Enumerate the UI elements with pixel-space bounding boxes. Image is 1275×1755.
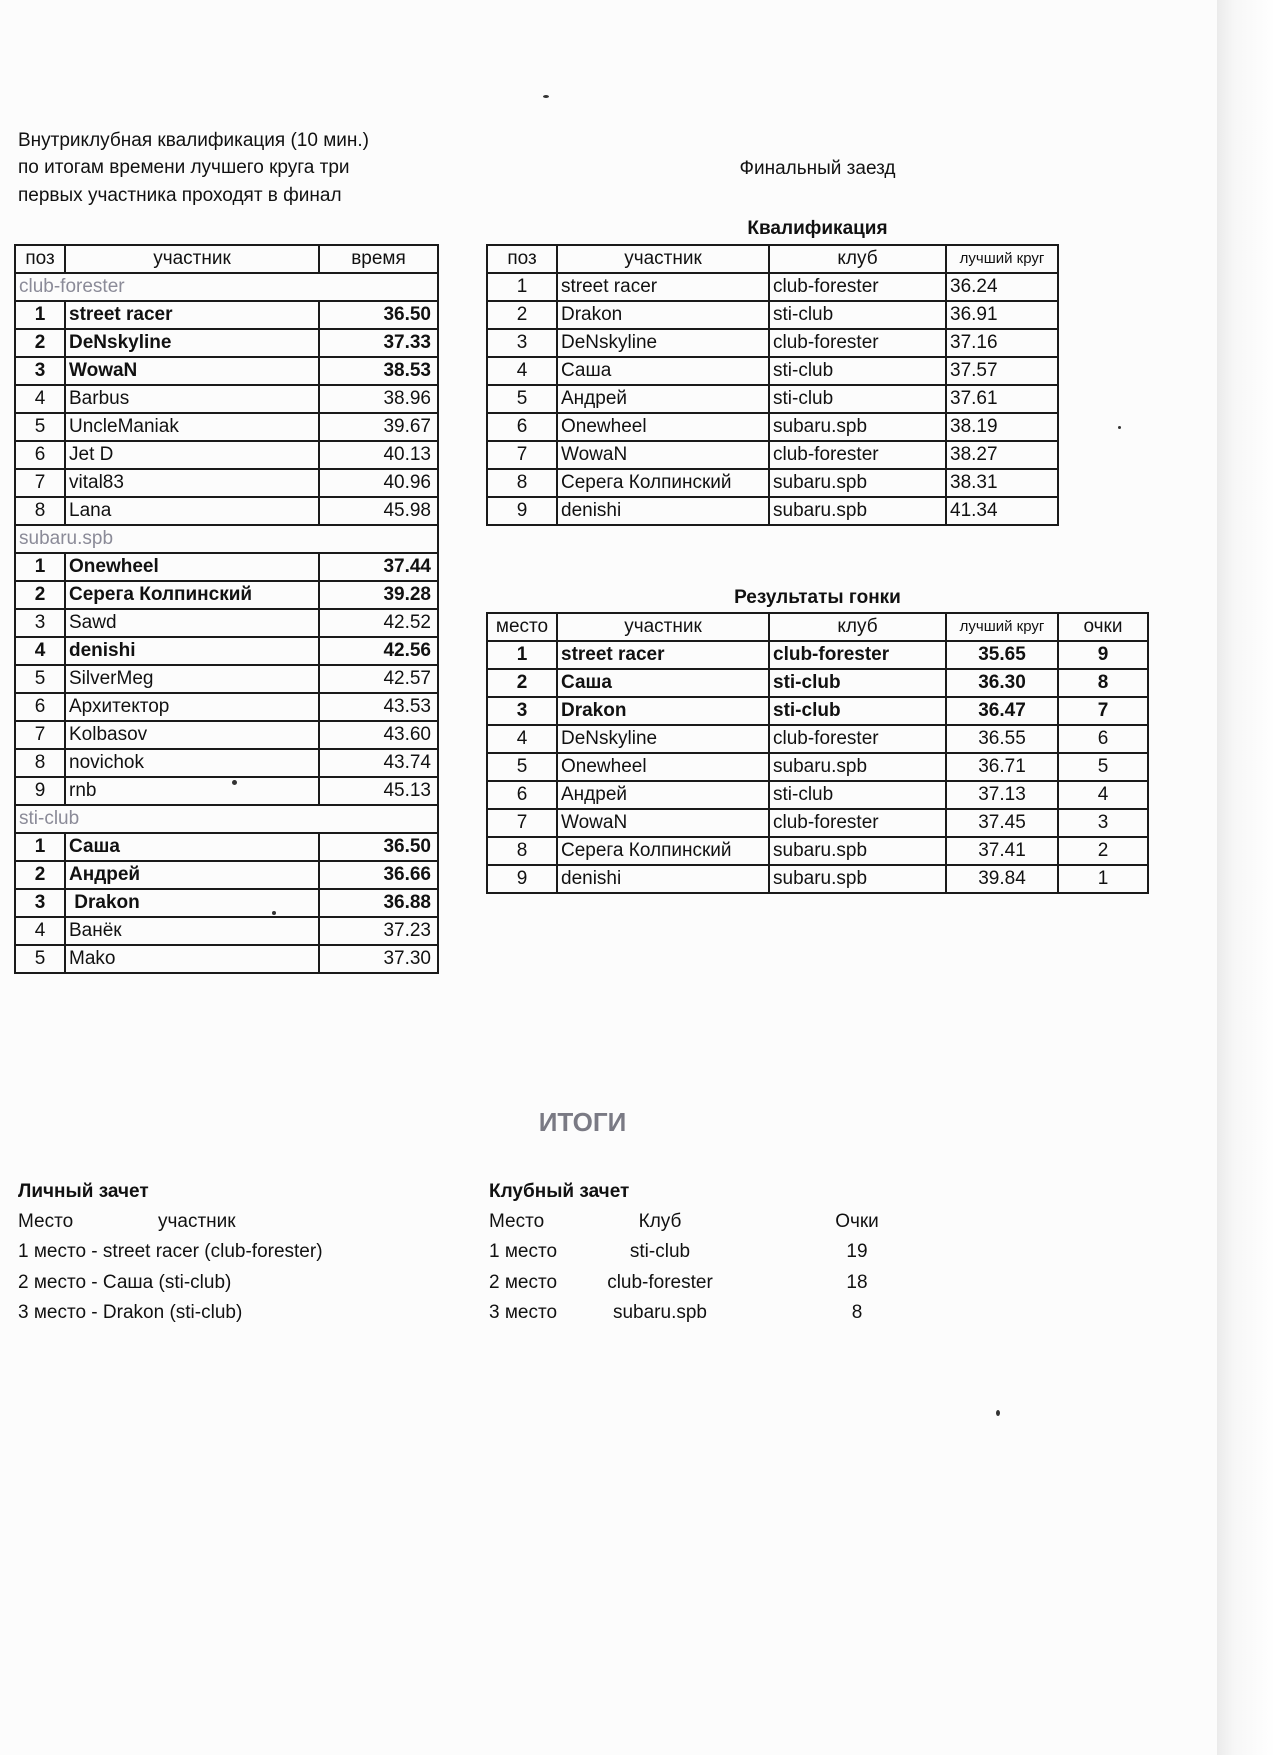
time-cell: 40.96 — [319, 469, 438, 497]
best-lap-cell: 37.41 — [946, 837, 1058, 865]
scan-speck — [272, 911, 276, 915]
participant-cell: SilverMeg — [65, 665, 319, 693]
club-cell: club-forester — [769, 725, 946, 753]
position-cell: 8 — [15, 749, 65, 777]
position-cell: 2 — [15, 861, 65, 889]
table-row — [487, 329, 1058, 357]
header-club: клуб — [769, 245, 946, 273]
points-cell: 9 — [1058, 641, 1148, 669]
table-row — [15, 637, 438, 665]
position-cell: 7 — [15, 469, 65, 497]
best-lap-cell: 37.57 — [946, 357, 1058, 385]
time-cell: 37.23 — [319, 917, 438, 945]
table-row — [487, 469, 1058, 497]
club-standing-place: 1 место — [489, 1241, 558, 1262]
participant-cell: Onewheel — [65, 553, 319, 581]
intro-line-2: по итогам времени лучшего круга три — [18, 157, 350, 178]
header-pos: поз — [15, 245, 65, 273]
participant-cell: Sawd — [65, 609, 319, 637]
points-cell: 2 — [1058, 837, 1148, 865]
scan-speck — [232, 780, 237, 785]
club-cell: club-forester — [769, 273, 946, 301]
club-standing-club: subaru.spb — [612, 1302, 707, 1323]
table-row — [487, 725, 1148, 753]
participant-cell: WowaN — [65, 357, 319, 385]
club-cell: subaru.spb — [769, 865, 946, 893]
best-lap-cell: 36.91 — [946, 301, 1058, 329]
position-cell: 1 — [15, 553, 65, 581]
participant-cell: Ванёк — [65, 917, 319, 945]
participant-cell: DeNskyline — [65, 329, 319, 357]
participant-cell: denishi — [557, 865, 769, 893]
time-cell: 42.52 — [319, 609, 438, 637]
table-row — [487, 497, 1058, 525]
position-cell: 9 — [15, 777, 65, 805]
best-lap-cell: 36.47 — [946, 697, 1058, 725]
club-cell: sti-club — [769, 669, 946, 697]
scan-speck — [1118, 426, 1121, 429]
club-cell: club-forester — [769, 329, 946, 357]
table-row — [487, 697, 1148, 725]
best-lap-cell: 36.71 — [946, 753, 1058, 781]
participant-cell: Саша — [557, 669, 769, 697]
race-results-title: Результаты гонки — [734, 587, 901, 608]
position-cell: 2 — [15, 329, 65, 357]
table-row — [15, 469, 438, 497]
position-cell: 5 — [15, 945, 65, 973]
position-cell: 3 — [15, 609, 65, 637]
table-row — [487, 413, 1058, 441]
header-best-lap: лучший круг — [946, 245, 1058, 273]
participant-cell: Lana — [65, 497, 319, 525]
best-lap-cell: 41.34 — [946, 497, 1058, 525]
place-cell: 8 — [487, 837, 557, 865]
header-participant: участник — [557, 245, 769, 273]
position-cell: 8 — [487, 469, 557, 497]
participant-cell: Mako — [65, 945, 319, 973]
participant-cell: Onewheel — [557, 753, 769, 781]
participant-cell: Андрей — [557, 385, 769, 413]
position-cell: 5 — [15, 413, 65, 441]
table-row — [487, 669, 1148, 697]
club-standing-points: 8 — [851, 1302, 863, 1323]
time-cell: 36.88 — [319, 889, 438, 917]
time-cell: 37.30 — [319, 945, 438, 973]
club-cell: club-forester — [769, 441, 946, 469]
position-cell: 1 — [487, 273, 557, 301]
scan-speck — [996, 1410, 1000, 1416]
participant-cell: Серега Колпинский — [557, 469, 769, 497]
time-cell: 38.53 — [319, 357, 438, 385]
position-cell: 4 — [15, 637, 65, 665]
table-row — [487, 641, 1148, 669]
best-lap-cell: 35.65 — [946, 641, 1058, 669]
table-row — [15, 385, 438, 413]
table-row — [15, 357, 438, 385]
participant-cell: DeNskyline — [557, 329, 769, 357]
club-col-club: Клуб — [638, 1211, 682, 1232]
position-cell: 4 — [15, 385, 65, 413]
place-cell: 9 — [487, 865, 557, 893]
header-participant: участник — [65, 245, 319, 273]
time-cell: 42.56 — [319, 637, 438, 665]
club-qualification-table — [14, 244, 439, 974]
club-standing-club: club-forester — [607, 1272, 713, 1293]
table-row — [15, 693, 438, 721]
club-standings-title: Клубный зачет — [489, 1181, 630, 1202]
place-cell: 7 — [487, 809, 557, 837]
club-cell: club-forester — [769, 809, 946, 837]
best-lap-cell: 39.84 — [946, 865, 1058, 893]
best-lap-cell: 36.24 — [946, 273, 1058, 301]
points-cell: 4 — [1058, 781, 1148, 809]
position-cell: 3 — [487, 329, 557, 357]
time-cell: 37.44 — [319, 553, 438, 581]
participant-cell: Архитектор — [65, 693, 319, 721]
participant-cell: WowaN — [557, 441, 769, 469]
time-cell: 36.66 — [319, 861, 438, 889]
club-cell: subaru.spb — [769, 753, 946, 781]
position-cell: 5 — [487, 385, 557, 413]
club-standing-place: 2 место — [489, 1272, 558, 1293]
club-cell: sti-club — [769, 385, 946, 413]
club-group-row — [15, 805, 438, 833]
participant-cell: Jet D — [65, 441, 319, 469]
position-cell: 4 — [15, 917, 65, 945]
table-row — [15, 889, 438, 917]
personal-line: 1 место - street racer (club-forester) — [18, 1241, 323, 1262]
participant-cell: street racer — [65, 301, 319, 329]
table-row — [15, 945, 438, 973]
table-row — [15, 497, 438, 525]
club-cell: subaru.spb — [769, 469, 946, 497]
table-row — [487, 809, 1148, 837]
intro-line-3: первых участника проходят в финал — [18, 185, 342, 206]
table-row — [487, 837, 1148, 865]
header-pos: поз — [487, 245, 557, 273]
place-cell: 2 — [487, 669, 557, 697]
participant-cell: Barbus — [65, 385, 319, 413]
table-row — [15, 441, 438, 469]
club-standing-club: sti-club — [629, 1241, 691, 1262]
club-cell: sti-club — [769, 357, 946, 385]
time-cell: 37.33 — [319, 329, 438, 357]
best-lap-cell: 37.45 — [946, 809, 1058, 837]
table-header-row — [487, 613, 1148, 641]
time-cell: 45.13 — [319, 777, 438, 805]
table-row — [15, 609, 438, 637]
personal-standings-title: Личный зачет — [18, 1181, 149, 1202]
participant-cell: Drakon — [65, 889, 319, 917]
position-cell: 3 — [15, 357, 65, 385]
totals-title: ИТОГИ — [538, 1107, 627, 1137]
club-col-place: Место — [489, 1211, 545, 1232]
participant-cell: vital83 — [65, 469, 319, 497]
intro-line-1: Внутриклубная квалификация (10 мин.) — [18, 130, 369, 151]
position-cell: 6 — [487, 413, 557, 441]
points-cell: 7 — [1058, 697, 1148, 725]
table-row — [15, 917, 438, 945]
club-cell: sti-club — [769, 301, 946, 329]
personal-line: 2 место - Саша (sti-club) — [18, 1272, 232, 1293]
table-header-row — [487, 245, 1058, 273]
header-club: клуб — [769, 613, 946, 641]
participant-cell: WowaN — [557, 809, 769, 837]
participant-cell: Саша — [65, 833, 319, 861]
points-cell: 3 — [1058, 809, 1148, 837]
club-cell: sti-club — [769, 697, 946, 725]
club-standing-points: 19 — [846, 1241, 868, 1262]
club-group-name: club-forester — [15, 273, 438, 301]
participant-cell: Drakon — [557, 301, 769, 329]
position-cell: 9 — [487, 497, 557, 525]
race-results-table — [486, 612, 1149, 894]
time-cell: 39.28 — [319, 581, 438, 609]
header-best-lap: лучший круг — [946, 613, 1058, 641]
best-lap-cell: 38.31 — [946, 469, 1058, 497]
time-cell: 43.53 — [319, 693, 438, 721]
participant-cell: Kolbasov — [65, 721, 319, 749]
best-lap-cell: 37.61 — [946, 385, 1058, 413]
club-group-row — [15, 273, 438, 301]
best-lap-cell: 37.13 — [946, 781, 1058, 809]
personal-col-participant: участник — [158, 1211, 236, 1232]
position-cell: 6 — [15, 441, 65, 469]
final-title: Финальный заезд — [739, 158, 896, 179]
participant-cell: denishi — [557, 497, 769, 525]
personal-col-place: Место — [18, 1211, 74, 1232]
position-cell: 7 — [15, 721, 65, 749]
table-row — [15, 665, 438, 693]
table-row — [487, 865, 1148, 893]
position-cell: 3 — [15, 889, 65, 917]
participant-cell: Onewheel — [557, 413, 769, 441]
best-lap-cell: 36.30 — [946, 669, 1058, 697]
position-cell: 1 — [15, 301, 65, 329]
club-cell: subaru.spb — [769, 413, 946, 441]
table-row — [15, 749, 438, 777]
table-row — [15, 553, 438, 581]
table-row — [487, 385, 1058, 413]
time-cell: 45.98 — [319, 497, 438, 525]
participant-cell: Серега Колпинский — [557, 837, 769, 865]
position-cell: 7 — [487, 441, 557, 469]
table-header-row — [15, 245, 438, 273]
place-cell: 6 — [487, 781, 557, 809]
header-participant: участник — [557, 613, 769, 641]
position-cell: 6 — [15, 693, 65, 721]
club-group-name: subaru.spb — [15, 525, 438, 553]
scan-speck — [543, 95, 549, 98]
time-cell: 36.50 — [319, 301, 438, 329]
table-row — [15, 721, 438, 749]
best-lap-cell: 38.19 — [946, 413, 1058, 441]
table-row — [15, 777, 438, 805]
participant-cell: Серега Колпинский — [65, 581, 319, 609]
table-row — [487, 441, 1058, 469]
time-cell: 38.96 — [319, 385, 438, 413]
table-row — [15, 413, 438, 441]
time-cell: 42.57 — [319, 665, 438, 693]
participant-cell: DeNskyline — [557, 725, 769, 753]
participant-cell: denishi — [65, 637, 319, 665]
header-place: место — [487, 613, 557, 641]
time-cell: 36.50 — [319, 833, 438, 861]
personal-line: 3 место - Drakon (sti-club) — [18, 1302, 243, 1323]
table-row — [487, 781, 1148, 809]
table-row — [15, 301, 438, 329]
points-cell: 8 — [1058, 669, 1148, 697]
position-cell: 8 — [15, 497, 65, 525]
club-cell: subaru.spb — [769, 837, 946, 865]
club-group-row — [15, 525, 438, 553]
qualification-table — [486, 244, 1059, 526]
position-cell: 2 — [15, 581, 65, 609]
header-points: очки — [1058, 613, 1148, 641]
best-lap-cell: 37.16 — [946, 329, 1058, 357]
table-row — [487, 357, 1058, 385]
club-cell: subaru.spb — [769, 497, 946, 525]
participant-cell: Drakon — [557, 697, 769, 725]
time-cell: 40.13 — [319, 441, 438, 469]
table-row — [15, 833, 438, 861]
participant-cell: rnb — [65, 777, 319, 805]
scan-edge — [1217, 0, 1275, 1755]
qualification-title: Квалификация — [747, 218, 888, 239]
position-cell: 5 — [15, 665, 65, 693]
place-cell: 4 — [487, 725, 557, 753]
table-row — [15, 329, 438, 357]
place-cell: 1 — [487, 641, 557, 669]
club-cell: club-forester — [769, 641, 946, 669]
header-time: время — [319, 245, 438, 273]
club-standing-place: 3 место — [489, 1302, 558, 1323]
participant-cell: Андрей — [557, 781, 769, 809]
time-cell: 39.67 — [319, 413, 438, 441]
participant-cell: street racer — [557, 641, 769, 669]
club-cell: sti-club — [769, 781, 946, 809]
position-cell: 4 — [487, 357, 557, 385]
participant-cell: Андрей — [65, 861, 319, 889]
points-cell: 5 — [1058, 753, 1148, 781]
table-row — [15, 581, 438, 609]
points-cell: 1 — [1058, 865, 1148, 893]
club-col-points: Очки — [835, 1211, 879, 1232]
best-lap-cell: 38.27 — [946, 441, 1058, 469]
place-cell: 3 — [487, 697, 557, 725]
points-cell: 6 — [1058, 725, 1148, 753]
club-group-name: sti-club — [15, 805, 438, 833]
best-lap-cell: 36.55 — [946, 725, 1058, 753]
place-cell: 5 — [487, 753, 557, 781]
time-cell: 43.60 — [319, 721, 438, 749]
position-cell: 2 — [487, 301, 557, 329]
time-cell: 43.74 — [319, 749, 438, 777]
club-standing-points: 18 — [846, 1272, 868, 1293]
table-row — [487, 753, 1148, 781]
participant-cell: UncleManiak — [65, 413, 319, 441]
participant-cell: Саша — [557, 357, 769, 385]
position-cell: 1 — [15, 833, 65, 861]
participant-cell: street racer — [557, 273, 769, 301]
table-row — [487, 301, 1058, 329]
participant-cell: novichok — [65, 749, 319, 777]
table-row — [487, 273, 1058, 301]
table-row — [15, 861, 438, 889]
